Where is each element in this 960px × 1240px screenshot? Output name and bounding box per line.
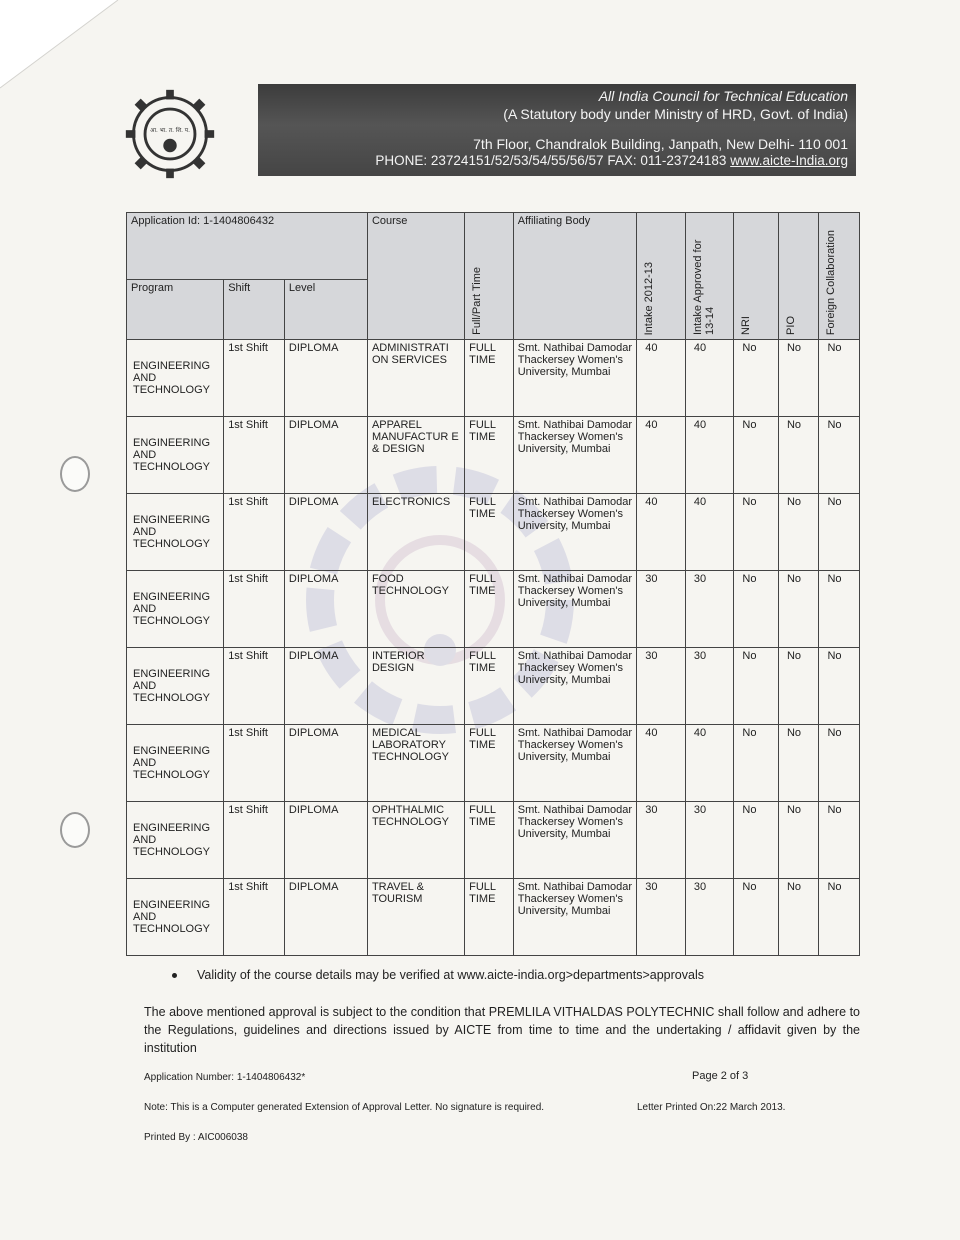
program-cell: ENGINEERING AND TECHNOLOGY [127,340,224,417]
affiliating-body-cell: Smt. Nathibai Damodar Thackersey Women's University, Mumbai [513,494,637,571]
level-cell: DIPLOMA [284,802,367,879]
shift-cell: 1st Shift [224,340,285,417]
intake-cell: 30 [637,802,686,879]
header-intake-2012: Intake 2012-13 [637,213,686,340]
intake-cell: 40 [637,494,686,571]
verification-note-text: Validity of the course details may be verified at www.aicte-india.org>departments>approvals [197,968,704,982]
header-level: Level [284,280,367,340]
program-cell: ENGINEERING AND TECHNOLOGY [127,879,224,956]
approved-intake-cell: 30 [685,879,734,956]
table-row [127,417,860,494]
punch-hole-top [60,456,90,492]
table-row [127,571,860,648]
course-cell: INTERIOR DESIGN [367,648,464,725]
shift-cell: 1st Shift [224,648,285,725]
affiliating-body-cell: Smt. Nathibai Damodar Thackersey Women's University, Mumbai [513,725,637,802]
shift-cell: 1st Shift [224,802,285,879]
time-cell: FULL TIME [465,802,514,879]
nri-cell: No [734,494,779,571]
approved-intake-cell: 30 [685,802,734,879]
foreign-cell: No [819,340,860,417]
table-row [127,340,860,417]
intake-cell: 30 [637,648,686,725]
level-cell: DIPLOMA [284,725,367,802]
course-cell: TRAVEL & TOURISM [367,879,464,956]
course-cell: OPHTHALMIC TECHNOLOGY [367,802,464,879]
shift-cell: 1st Shift [224,494,285,571]
printed-by: Printed By : AIC006038 [144,1132,248,1143]
pio-cell: No [778,340,818,417]
table-row [127,494,860,571]
approved-intake-cell: 30 [685,648,734,725]
affiliating-body-cell: Smt. Nathibai Damodar Thackersey Women's University, Mumbai [513,879,637,956]
aicte-logo [122,86,218,182]
pio-cell: No [778,879,818,956]
intake-cell: 30 [637,571,686,648]
time-cell: FULL TIME [465,725,514,802]
level-cell: DIPLOMA [284,340,367,417]
header-nri: NRI [734,213,779,340]
affiliating-body-cell: Smt. Nathibai Damodar Thackersey Women's University, Mumbai [513,648,637,725]
website-link[interactable]: www.aicte-India.org [730,153,848,168]
program-cell: ENGINEERING AND TECHNOLOGY [127,648,224,725]
time-cell: FULL TIME [465,571,514,648]
application-id: Application Id: 1-1404806432 [127,213,368,280]
approved-intake-cell: 40 [685,494,734,571]
approval-table [126,212,860,948]
punch-hole-bottom [60,812,90,848]
nri-cell: No [734,802,779,879]
header-course: Course [367,213,464,340]
program-cell: ENGINEERING AND TECHNOLOGY [127,417,224,494]
header-intake-approved: Intake Approved for 13-14 [685,213,734,340]
course-cell: APPAREL MANUFACTUR E & DESIGN [367,417,464,494]
intake-cell: 40 [637,340,686,417]
pio-cell: No [778,417,818,494]
nri-cell: No [734,648,779,725]
verification-note [172,968,704,982]
nri-cell: No [734,725,779,802]
header-affiliating-body: Affiliating Body [513,213,637,340]
level-cell: DIPLOMA [284,494,367,571]
level-cell: DIPLOMA [284,417,367,494]
time-cell: FULL TIME [465,417,514,494]
affiliating-body-cell: Smt. Nathibai Damodar Thackersey Women's University, Mumbai [513,340,637,417]
nri-cell: No [734,879,779,956]
header-shift: Shift [224,280,285,340]
header-pio: PIO [778,213,818,340]
course-cell: ADMINISTRATI ON SERVICES [367,340,464,417]
time-cell: FULL TIME [465,494,514,571]
time-cell: FULL TIME [465,648,514,725]
application-number: Application Number: 1-1404806432* [144,1072,306,1083]
page-fold-corner [0,0,120,90]
course-cell: FOOD TECHNOLOGY [367,571,464,648]
affiliating-body-cell: Smt. Nathibai Damodar Thackersey Women's University, Mumbai [513,571,637,648]
nri-cell: No [734,417,779,494]
foreign-cell: No [819,494,860,571]
program-cell: ENGINEERING AND TECHNOLOGY [127,571,224,648]
approval-condition-paragraph: The above mentioned approval is subject to the condition that PREMLILA VITHALDAS POLYTECHNIC shall follow and adhere to the Regulations, guidelines and directions issued by AICTE from time to time and the undertaking / affidavit given by the institution [144,1005,860,1055]
approved-intake-cell: 30 [685,571,734,648]
printed-on-date: Letter Printed On:22 March 2013. [637,1102,786,1113]
foreign-cell: No [819,879,860,956]
phone-fax: PHONE: 23724151/52/53/54/55/56/57 FAX: 011-23724183 [375,153,727,168]
shift-cell: 1st Shift [224,571,285,648]
course-cell: MEDICAL LABORATORY TECHNOLOGY [367,725,464,802]
program-cell: ENGINEERING AND TECHNOLOGY [127,725,224,802]
level-cell: DIPLOMA [284,571,367,648]
table-row [127,725,860,802]
table-row [127,648,860,725]
foreign-cell: No [819,725,860,802]
pio-cell: No [778,648,818,725]
bullet-dot [172,973,177,978]
program-cell: ENGINEERING AND TECHNOLOGY [127,494,224,571]
approved-intake-cell: 40 [685,417,734,494]
time-cell: FULL TIME [465,340,514,417]
shift-cell: 1st Shift [224,725,285,802]
program-cell: ENGINEERING AND TECHNOLOGY [127,802,224,879]
pio-cell: No [778,802,818,879]
svg-text:आ. भा. त. शि. प.: आ. भा. त. शि. प. [150,128,190,135]
table-row [127,802,860,879]
nri-cell: No [734,340,779,417]
pio-cell: No [778,494,818,571]
pio-cell: No [778,725,818,802]
approved-intake-cell: 40 [685,725,734,802]
contact-line [258,153,848,168]
table-row [127,879,860,956]
level-cell: DIPLOMA [284,648,367,725]
intake-cell: 30 [637,879,686,956]
org-name: All India Council for Technical Education [598,88,848,104]
affiliating-body-cell: Smt. Nathibai Damodar Thackersey Women's University, Mumbai [513,802,637,879]
pio-cell: No [778,571,818,648]
intake-cell: 40 [637,417,686,494]
shift-cell: 1st Shift [224,417,285,494]
level-cell: DIPLOMA [284,879,367,956]
org-address: 7th Floor, Chandralok Building, Janpath, New Delhi- 110 001 [473,136,848,152]
time-cell: FULL TIME [465,879,514,956]
header-full-part-time: Full/Part Time [465,213,514,340]
intake-cell: 40 [637,725,686,802]
header-banner [258,84,856,176]
page-number: Page 2 of 3 [692,1070,749,1082]
foreign-cell: No [819,648,860,725]
header-program: Program [127,280,224,340]
nri-cell: No [734,571,779,648]
computer-generated-note: Note: This is a Computer generated Extension of Approval Letter. No signature is required. [144,1102,545,1113]
header-foreign-collaboration: Foreign Collaboration [819,213,860,340]
affiliating-body-cell: Smt. Nathibai Damodar Thackersey Women's University, Mumbai [513,417,637,494]
foreign-cell: No [819,802,860,879]
course-cell: ELECTRONICS [367,494,464,571]
foreign-cell: No [819,571,860,648]
org-subtitle: (A Statutory body under Ministry of HRD, Govt. of India) [503,106,848,122]
shift-cell: 1st Shift [224,879,285,956]
approved-intake-cell: 40 [685,340,734,417]
foreign-cell: No [819,417,860,494]
